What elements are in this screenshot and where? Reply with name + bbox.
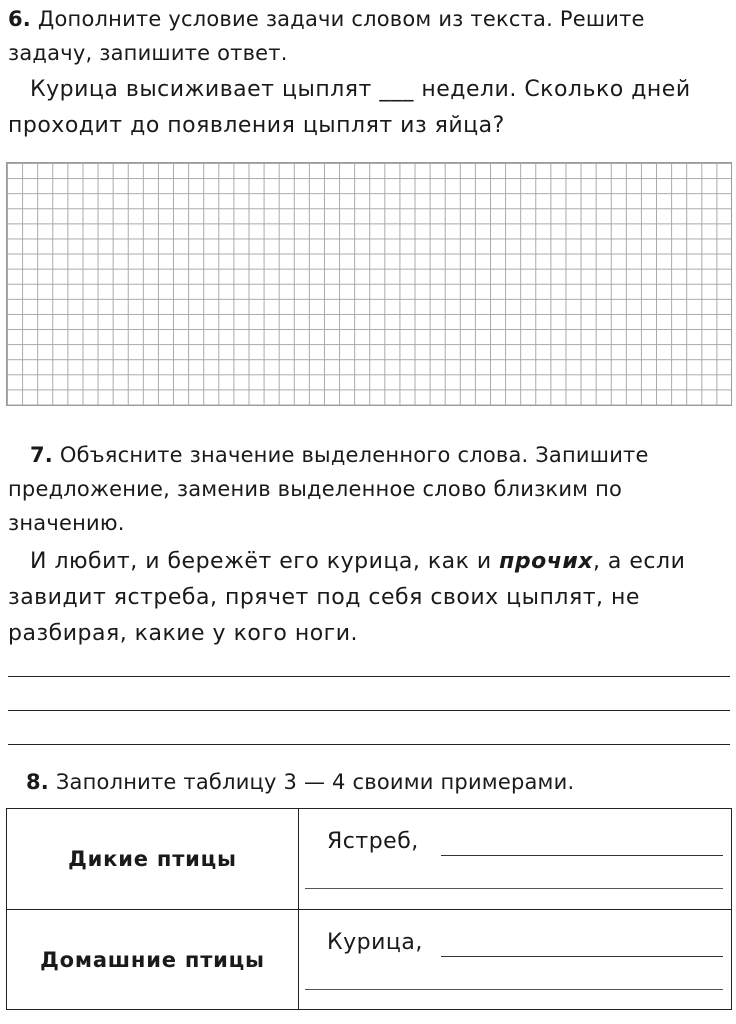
task-7-number: 7. — [30, 443, 53, 467]
fill-line-domestic-2[interactable] — [305, 989, 723, 990]
answer-line-3[interactable] — [8, 744, 730, 745]
row-answer-domestic — [299, 910, 731, 1009]
task-7-instruction — [8, 438, 728, 540]
fill-line-domestic-1[interactable] — [441, 956, 723, 957]
row-label-wild: Дикие птицы — [7, 809, 299, 909]
birds-table — [6, 808, 732, 1010]
table-row-wild — [7, 809, 731, 910]
example-wild: Ястреб, — [327, 829, 419, 854]
task-6-instruction — [8, 2, 728, 70]
task-6-problem: Курица высиживает цыплят ___ недели. Сколько дней проходит до появления цыплят из яйца? — [8, 77, 691, 138]
fill-line-wild-2[interactable] — [305, 888, 723, 889]
task-6-instruction-text: Дополните условие задачи словом из текста. Решите задачу, запишите ответ. — [8, 7, 645, 65]
row-label-domestic: Домашние птицы — [7, 910, 299, 1009]
answer-line-2[interactable] — [8, 710, 730, 711]
sentence-part-1: И любит, и бережёт его курица, как и — [30, 549, 500, 574]
task-7-instruction-text: Объясните значение выделенного слова. Запишите предложение, заменив выделенное слово близким по значению. — [8, 443, 649, 535]
row-answer-wild — [299, 809, 731, 909]
task-7-sentence — [8, 544, 728, 652]
example-domestic: Курица, — [327, 930, 423, 955]
answer-line-1[interactable] — [8, 676, 730, 677]
highlighted-word: прочих — [499, 549, 593, 574]
task-8-instruction — [26, 765, 728, 799]
task-8-instruction-text: Заполните таблицу 3 — 4 своими примерами. — [55, 770, 575, 794]
fill-line-wild-1[interactable] — [441, 855, 723, 856]
sentence-part-2: , а если завидит ястреба, прячет под себя своих цыплят, не разбирая, какие у кого ноги. — [8, 549, 686, 646]
task-8-number: 8. — [26, 770, 49, 794]
answer-grid[interactable] — [6, 162, 732, 406]
table-row-domestic — [7, 910, 731, 1009]
task-6-number: 6. — [8, 7, 31, 31]
